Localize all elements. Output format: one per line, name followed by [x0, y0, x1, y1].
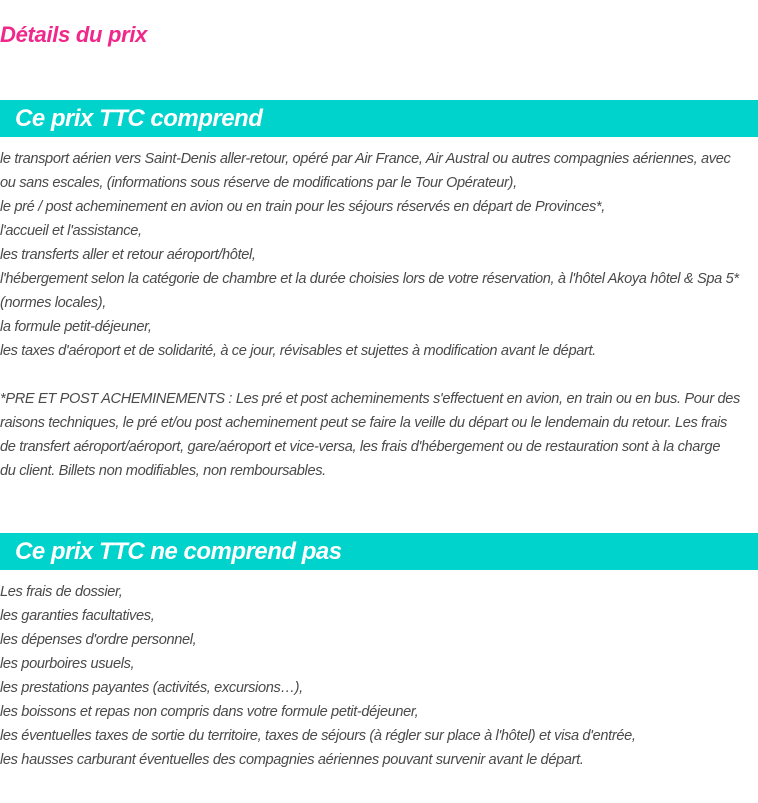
excluded-item: les prestations payantes (activités, excursions…), — [0, 680, 303, 696]
included-section-heading: Ce prix TTC comprend — [15, 105, 263, 132]
excluded-list — [0, 580, 758, 772]
excluded-item: les éventuelles taxes de sortie du territoire, taxes de séjours (à régler sur place à l'hôtel) et visa d'entrée, — [0, 728, 636, 744]
excluded-item: les hausses carburant éventuelles des compagnies aériennes pouvant survenir avant le départ. — [0, 752, 584, 768]
transfer-note — [0, 387, 758, 483]
excluded-section-banner — [0, 533, 758, 570]
included-item: le pré / post acheminement en avion ou en train pour les séjours réservés en départ de Provinces*, — [0, 199, 605, 215]
transfer-note-line: de transfert aéroport/aéroport, gare/aéroport et vice-versa, les frais d'hébergement ou de restauration sont à la charge — [0, 439, 721, 455]
included-item: les transferts aller et retour aéroport/hôtel, — [0, 247, 256, 263]
included-item: la formule petit-déjeuner, — [0, 319, 152, 335]
included-item: l'accueil et l'assistance, — [0, 223, 142, 239]
page-title: Détails du prix — [0, 22, 148, 47]
excluded-section-heading: Ce prix TTC ne comprend pas — [15, 538, 342, 565]
included-item: l'hébergement selon la catégorie de chambre et la durée choisies lors de votre réservation, à l'hôtel Akoya hôtel & Spa 5* — [0, 271, 739, 287]
included-section-banner — [0, 100, 758, 137]
included-item: ou sans escales, (informations sous réserve de modifications par le Tour Opérateur), — [0, 175, 517, 191]
excluded-item: les garanties facultatives, — [0, 608, 155, 624]
excluded-item: Les frais de dossier, — [0, 584, 123, 600]
included-item: le transport aérien vers Saint-Denis aller-retour, opéré par Air France, Air Austral ou autres compagnies aériennes, avec — [0, 151, 731, 167]
included-item: les taxes d'aéroport et de solidarité, à ce jour, révisables et sujettes à modification avant le départ. — [0, 343, 596, 359]
transfer-note-line: raisons techniques, le pré et/ou post acheminement peut se faire la veille du départ ou le lendemain du retour. Les frais — [0, 415, 727, 431]
transfer-note-line: du client. Billets non modifiables, non remboursables. — [0, 463, 326, 479]
transfer-note-line: *PRE ET POST ACHEMINEMENTS : Les pré et post acheminements s'effectuent en avion, en train ou en bus. Pour des — [0, 391, 741, 407]
included-list — [0, 147, 758, 363]
excluded-item: les dépenses d'ordre personnel, — [0, 632, 197, 648]
included-item: (normes locales), — [0, 295, 106, 311]
excluded-item: les pourboires usuels, — [0, 656, 135, 672]
excluded-item: les boissons et repas non compris dans votre formule petit-déjeuner, — [0, 704, 419, 720]
